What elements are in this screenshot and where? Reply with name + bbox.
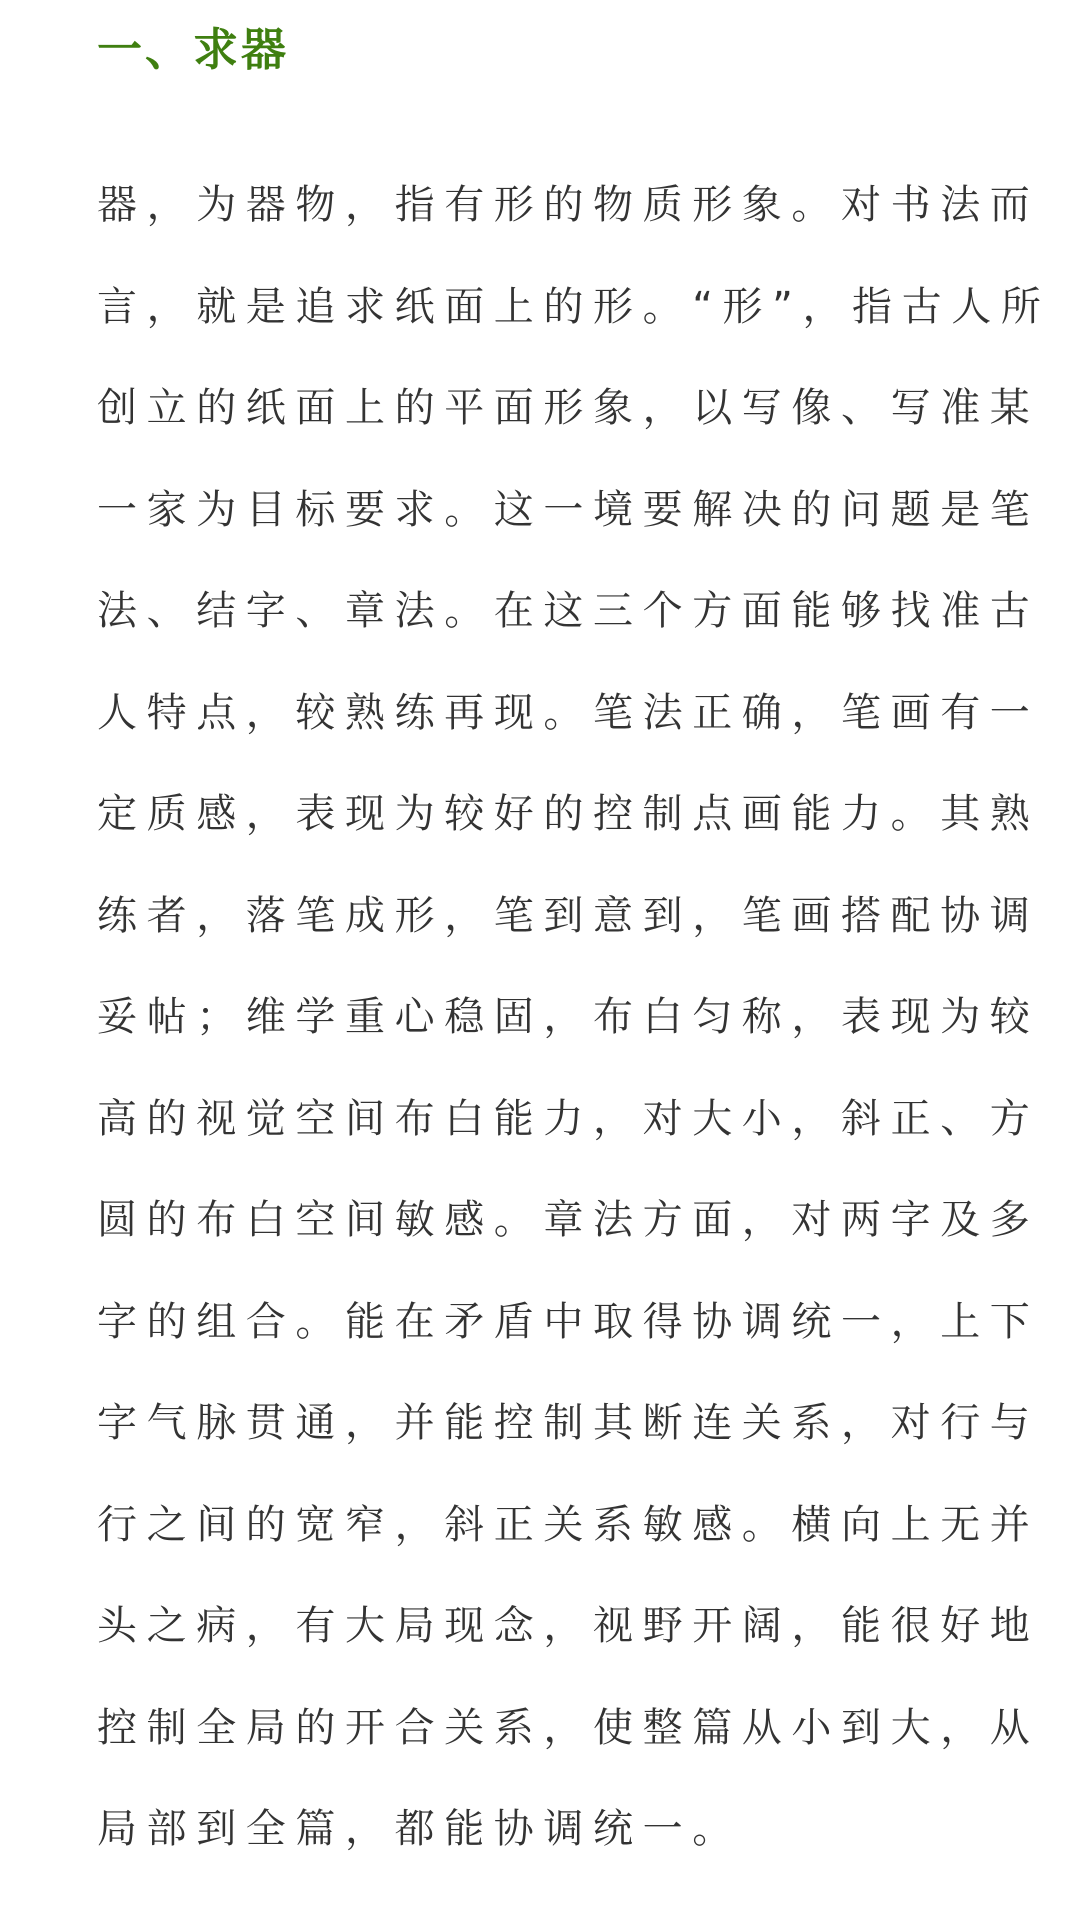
paragraph-line: 行之间的宽窄，斜正关系敏感。横向上无并 (97, 1501, 1040, 1548)
paragraph-line: 妥帖；维学重心稳固，布白匀称，表现为较 (97, 994, 1040, 1040)
paragraph-line: 器，为器物，指有形的物质形象。对书法而 (97, 182, 1040, 228)
paragraph-line: 头之病，有大局现念，视野开阔，能很好地 (97, 1603, 1040, 1649)
paragraph-line: 人特点，较熟练再现。笔法正确，笔画有一 (97, 689, 1040, 736)
paragraph-line: 字的组合。能在矛盾中取得协调统一，上下 (97, 1298, 1040, 1345)
paragraph-line: 高的视觉空间布白能力，对大小，斜正、方 (97, 1095, 1040, 1142)
paragraph-line: 字气脉贯通，并能控制其断连关系，对行与 (97, 1400, 1040, 1446)
paragraph-line: 控制全局的开合关系，使整篇从小到大，从 (97, 1704, 1040, 1751)
section-heading: 一、求器 (97, 23, 290, 76)
paragraph-line: 法、结字、章法。在这三个方面能够找准古 (97, 588, 1040, 634)
paragraph-line: 定质感，表现为较好的控制点画能力。其熟 (97, 791, 1040, 837)
paragraph-line: 言，就是追求纸面上的形。“形”，指古人所 (97, 283, 1051, 330)
paragraph-line: 创立的纸面上的平面形象，以写像、写准某 (97, 385, 1040, 431)
paragraph-line: 一家为目标要求。这一境要解决的问题是笔 (97, 486, 1040, 533)
paragraph-line: 练者，落笔成形，笔到意到，笔画搭配协调 (97, 892, 1040, 939)
paragraph-line: 圆的布白空间敏感。章法方面，对两字及多 (97, 1197, 1040, 1243)
paragraph-line: 局部到全篇，都能协调统一。 (97, 1806, 742, 1852)
article-paragraph (97, 170, 1051, 1896)
